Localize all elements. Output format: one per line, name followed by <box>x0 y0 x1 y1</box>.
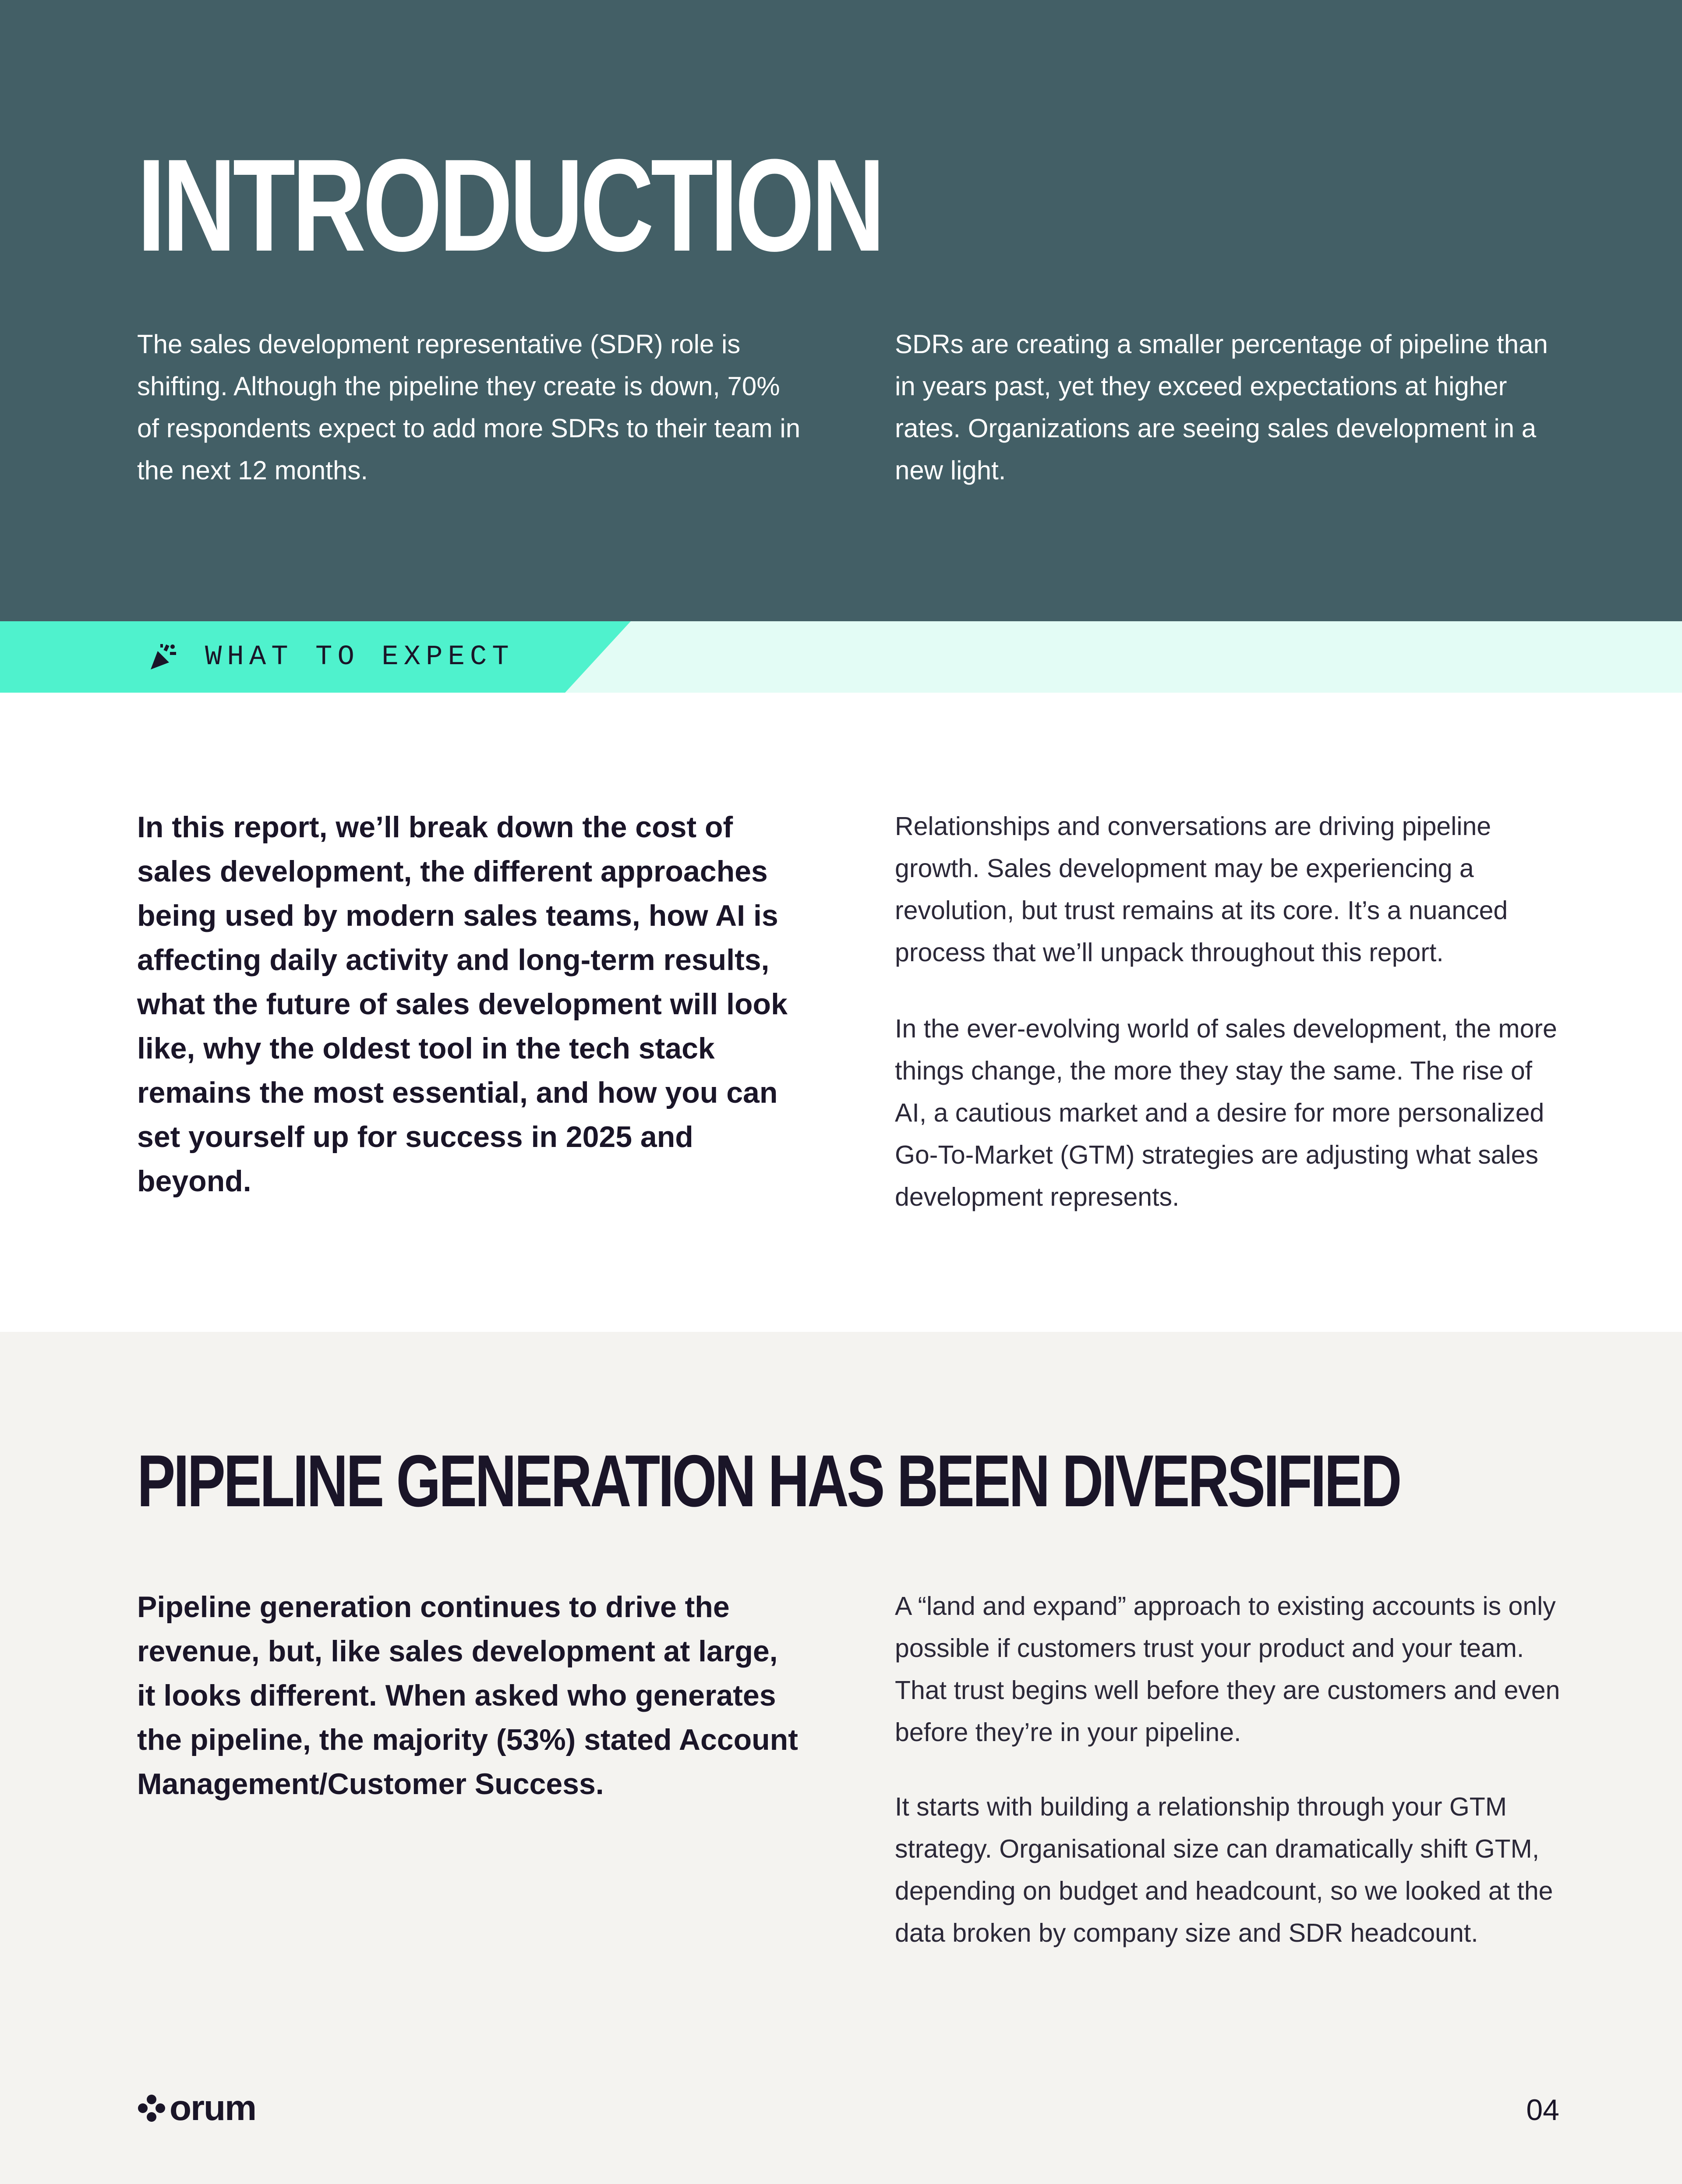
page-title: INTRODUCTION <box>137 131 882 279</box>
pipeline-paragraph-1: A “land and expand” approach to existing accounts is only possible if customers trust your product and your team. That trust begins well before they are customers and even before they’re in your pipeline. <box>895 1592 1560 1747</box>
party-popper-icon <box>149 643 177 671</box>
pipeline-lead-text: Pipeline generation continues to drive the revenue, but, like sales development at large, it looks different. When asked who generates the pipeline, the majority (53%) stated Account Management/Customer Success. <box>137 1590 798 1801</box>
page-number: 04 <box>1526 2093 1559 2127</box>
orum-logo <box>137 2088 256 2128</box>
what-to-expect-banner <box>0 621 1682 693</box>
expect-paragraph-1: Relationships and conversations are driving pipeline growth. Sales development may be experiencing a revolution, but trust remains at its core. It’s a nuanced process that we’ll unpack throughout this report. <box>895 812 1508 967</box>
intro-left-text: The sales development representative (SDR) role is shifting. Although the pipeline they create is down, 70% of respondents expect to add more SDRs to their team in the next 12 months. <box>137 329 801 485</box>
logo-wordmark: orum <box>170 2088 256 2128</box>
expect-paragraph-2: In the ever-evolving world of sales development, the more things change, the more they stay the same. The rise of AI, a cautious market and a desire for more personalized Go-To-Market (GTM) strategies are adjusting what sales development represents. <box>895 1014 1557 1211</box>
expect-lead-text: In this report, we’ll break down the cost of sales development, the different approaches being used by modern sales teams, how AI is affecting daily activity and long-term results, what the future of sales development will look like, why the oldest tool in the tech stack remains the most essential, and how you can set yourself up for success in 2025 and beyond. <box>137 811 788 1198</box>
pipeline-paragraph-2: It starts with building a relationship through your GTM strategy. Organisational size can dramatically shift GTM, depending on budget and headcount, so we looked at the data broken by company size and SDR headcount. <box>895 1792 1553 1947</box>
orum-logo-icon <box>137 2094 166 2123</box>
banner-label: WHAT TO EXPECT <box>205 641 514 673</box>
section-title: PIPELINE GENERATION HAS BEEN DIVERSIFIED <box>137 1440 1400 1522</box>
intro-right-text: SDRs are creating a smaller percentage of pipeline than in years past, yet they exceed expectations at higher rates. Organizations are seeing sales development in a new light. <box>895 329 1548 485</box>
intro-hero <box>0 0 1682 621</box>
